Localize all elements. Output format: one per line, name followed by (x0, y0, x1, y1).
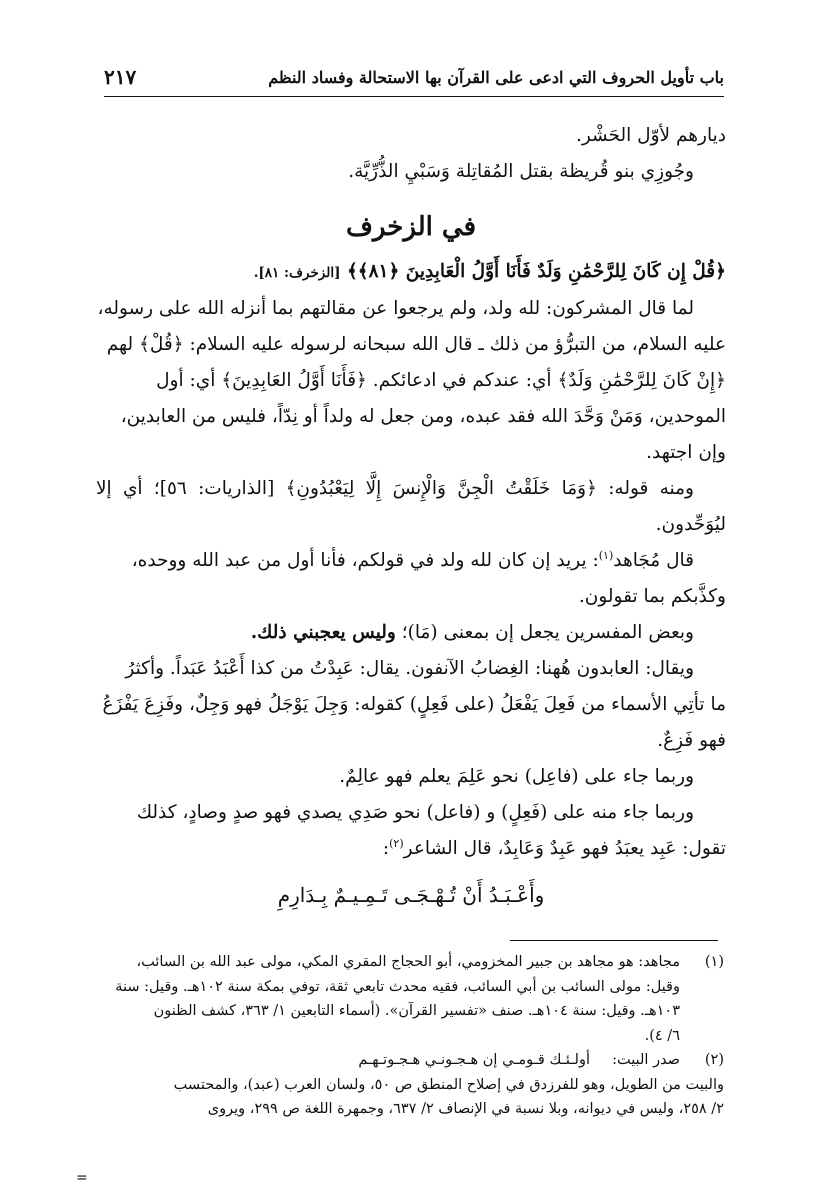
footnote-line: وقيل: مولى السائب بن أبي السائب، فقيه محدث تابعي ثقة، توفي بمكة سنة ١٠٢هـ. وقيل: سنة (115, 978, 680, 995)
paragraph-line: لما قال المشركون: لله ولد، ولم يرجعوا عن مقالتهم بما أنزله الله على رسوله، (97, 298, 694, 319)
header-rule (104, 96, 724, 97)
paragraph: وربما جاء على (فاعِل) نحو عَلِمَ يعلم فهو عالِمٌ. (339, 766, 694, 787)
paragraph-line: ما تأتِي الأسماء من فَعِلَ يَفْعَلُ (على فَعِلٍ) كقوله: وَجِلَ يَوْجَلُ فهو وَجِلٌ، وفَزِعَ يَفْزَعُ (102, 694, 726, 715)
footnote-ref: (١) (598, 548, 614, 562)
page-number: ٢١٧ (104, 65, 137, 89)
paragraph-line: وإن اجتهد. (646, 442, 726, 463)
text-run: قال مُجَاهد (613, 550, 694, 571)
paragraph (96, 615, 726, 651)
chapter-title: باب تأويل الحروف التي ادعى على القرآن بها الاستحالة وفساد النظم (268, 67, 724, 87)
footnote-rule (510, 940, 718, 941)
paragraph-line: الموحدين، وَمَنْ وَحَّدَ الله فقد عبده، ومن جعل له ولداً أو نِدّاً، فليس من العابدين، (120, 406, 726, 427)
paragraph-line: وكذَّبكم بما تقولون. (578, 586, 726, 607)
footnote (74, 1048, 724, 1073)
quran-verse (96, 254, 726, 291)
verse-label: صدر البيت: (612, 1052, 680, 1068)
footnote-line: والبيت من الطويل، وهو للفرزدق في إصلاح المنطق ص ٥٠، ولسان العرب (عبد)، والمحتسب (173, 1076, 724, 1093)
paragraph-line: وربما جاء منه على (فَعِلٍ) و (فاعل) نحو صَدِي يصدي فهو صدٍ وصادٍ، كذلك (136, 802, 694, 823)
paragraph-line (96, 543, 726, 579)
text-run: وبعض المفسرين يجعل إن بمعنى (مَا)؛ (395, 622, 694, 643)
footnote-line: مجاهد: هو مجاهد بن جبير المخزومي، أبو الحجاج المقري المكي، مولى عبد الله بن السائب، (136, 954, 680, 970)
paragraph-line: ويقال: العابدون هُهنا: الغِضابُ الآنفون. يقال: عَبِدْتُ من كذا أَعْبَدُ عَبَداً. وأكثرُ (125, 658, 694, 679)
paragraph-line (96, 831, 726, 867)
footnote-line: ٦/ ٤). (644, 1027, 680, 1044)
text-run: تقول: عَبِد يعبَدُ فهو عَبِدٌ وَعَابِدٌ، قال الشاعر (403, 838, 726, 859)
footnote-continuation (74, 1073, 724, 1122)
paragraph: ومنه قوله: ﴿وَمَا خَلَقْتُ الْجِنَّ وَالْإِنسَ إِلَّا لِيَعْبُدُونِ﴾ [الذاريات: ٥٦]؛ أي إلا ليُوَحِّدون. (96, 478, 726, 535)
paragraph-line: ﴿إِنْ كَانَ لِلرَّحْمَٰنِ وَلَدٌ﴾ أي: عندكم في ادعائكم. ﴿فَأَنَا أَوَّلُ العَابِدِينَ﴾ أي: أول (156, 370, 726, 391)
footnote-number: (٢) (704, 1052, 724, 1068)
paragraph: وجُوزِي بنو قُريظة بقتل المُقاتِلة وَسَبْيِ الذُّرِّيَّة. (348, 161, 694, 182)
main-text (96, 118, 726, 913)
paragraph-line: عليه السلام، من التبرُّؤ من ذلك ـ قال الله سبحانه لرسوله عليه السلام: ﴿قُلْ﴾ لهم (106, 334, 726, 355)
footnote-text (74, 950, 680, 1048)
paragraph-line: فهو فَزِعٌ. (657, 730, 726, 751)
footnote-verse (74, 1048, 680, 1073)
ayah-text: ﴿قُلْ إِن كَانَ لِلرَّحْمَٰنِ وَلَدٌ فَأَنَا أَوَّلُ الْعَابِدِينَ ﴿٨١﴾﴾ (346, 261, 726, 282)
poetry-verse: وأَعْـبَـدُ أَنْ تُـهْـجَـى تَـمِـيـمٌ بِـدَارِمِ (277, 883, 545, 907)
footnote-line: ١٠٣هـ. وقيل: سنة ١٠٤هـ. صنف «تفسير القرآن». (أسماء التابعين ١/ ٣٦٣، كشف الظنون (153, 1003, 680, 1019)
footnote-ref: (٢) (389, 836, 404, 850)
running-header (104, 60, 724, 94)
text-run: : (382, 838, 390, 859)
footnotes (74, 950, 724, 1122)
paragraph: ديارهم لأوّل الحَشْر. (575, 125, 726, 146)
verse-text: أولـئـك قـومـي إن هـجـونـي هـجـوتـهـم (358, 1052, 590, 1068)
continuation-mark: = (76, 1170, 88, 1186)
footnote-line: ٢/ ٢٥٨، وليس في ديوانه، وبلا نسبة في الإنصاف ٢/ ٦٣٧، وجمهرة اللغة ص ٢٩٩، ويروى (207, 1101, 724, 1117)
emphasis-text: وليس يعجبني ذلك. (250, 622, 396, 643)
footnote-text (74, 1048, 680, 1073)
footnote (74, 950, 724, 1048)
footnote-number: (١) (704, 954, 724, 970)
text-run: : يريد إن كان لله ولد في قولكم، فأنا أول من عبد الله ووحده، (131, 550, 599, 571)
section-title: في الزخرف (345, 212, 476, 242)
ayah-reference: [الزخرف: ٨١]. (253, 265, 341, 281)
